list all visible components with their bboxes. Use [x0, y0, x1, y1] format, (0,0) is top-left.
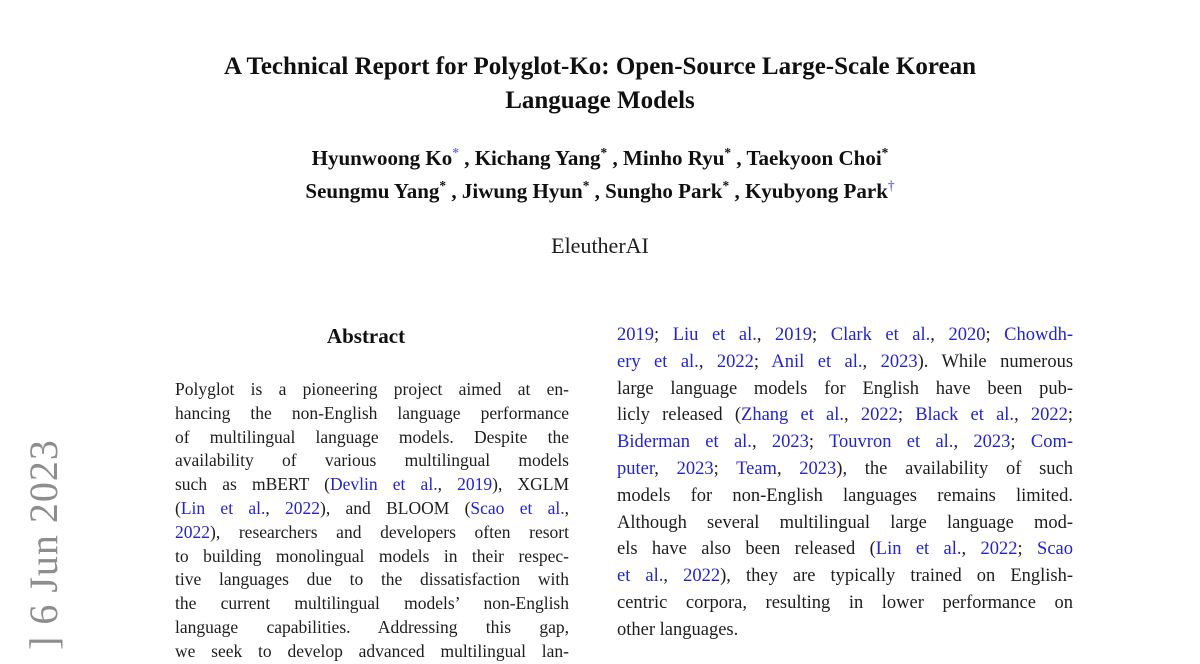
text-segment: of multilingual language models. Despite the [175, 426, 569, 447]
text-segment: , [776, 458, 800, 479]
text-segment: ; [753, 351, 772, 372]
text-segment: Although several multilingual large language mod- [617, 512, 1073, 533]
text-segment: * [881, 145, 889, 160]
citation-link[interactable]: 2023 [799, 458, 837, 479]
text-segment: ; [812, 325, 831, 345]
text-segment: Seungmu Yang [305, 179, 440, 203]
citation-link[interactable]: 2019 [457, 474, 493, 495]
citation-link[interactable]: 2020 [948, 325, 986, 345]
text-segment: centric corpora, resulting in lower performance on [617, 592, 1073, 613]
text-segment: ). While numerous [917, 351, 1074, 372]
text-segment: ; [713, 458, 737, 479]
citation-link[interactable]: 2022 [683, 566, 721, 587]
citation-link[interactable]: 2023 [973, 432, 1011, 453]
citation-link[interactable]: Devlin et al. [329, 474, 438, 495]
text-line [617, 376, 1073, 403]
citation-link[interactable]: 2022 [175, 521, 210, 542]
text-segment: , Jiwung Hyun [446, 179, 583, 203]
citation-link[interactable]: puter [617, 458, 655, 479]
text-segment: ), researchers and developers often resort [210, 521, 569, 542]
text-segment: to building monolingual models in their respec- [175, 545, 569, 566]
citation-link[interactable]: 2023 [880, 351, 918, 372]
citation-link[interactable]: Biderman et al. [617, 432, 752, 453]
citation-link[interactable]: 2022 [980, 539, 1018, 560]
text-segment: ; [897, 405, 916, 426]
text-line [617, 617, 1073, 644]
text-segment: , [654, 458, 677, 479]
text-segment: language capabilities. Addressing this gap, [175, 616, 569, 637]
text-segment: A Technical Report for Polyglot-Ko: Open-Source Large-Scale Korean [223, 53, 976, 80]
text-line [175, 521, 569, 545]
text-segment: , [844, 405, 861, 426]
text-segment: Polyglot is a pioneering project aimed at en- [175, 379, 569, 399]
citation-link[interactable]: Zhang et al. [741, 405, 845, 426]
text-line [0, 50, 1200, 84]
citation-link[interactable]: 2022 [285, 497, 321, 518]
text-line [175, 640, 569, 664]
citation-link[interactable]: Scao [1037, 539, 1074, 560]
text-segment: * [582, 178, 590, 193]
citation-link[interactable]: 2022 [1030, 405, 1068, 426]
text-segment: ( [175, 497, 181, 518]
text-line [617, 483, 1073, 510]
affiliation: EleutherAI [551, 233, 649, 258]
text-line [617, 536, 1073, 563]
citation-link[interactable]: Lin et al. [180, 497, 266, 518]
text-segment: the current multilingual models’ non-English [175, 593, 569, 614]
citation-link[interactable]: Lin et al. [875, 539, 962, 560]
citation-link[interactable]: ery et al. [617, 351, 699, 372]
abstract-body [175, 378, 569, 664]
text-line [175, 402, 569, 426]
text-segment: ), they are typically trained on English- [720, 566, 1074, 587]
text-line [617, 429, 1073, 456]
text-segment: , [1014, 405, 1031, 426]
text-segment: Language Models [505, 87, 695, 114]
text-segment: availability of various multilingual models [175, 450, 569, 471]
text-line [617, 563, 1073, 590]
text-line [617, 349, 1073, 376]
text-segment: , [663, 566, 684, 587]
text-line [617, 456, 1073, 483]
text-segment: , [564, 497, 570, 518]
citation-link[interactable]: Black et al. [915, 405, 1015, 426]
text-segment: ; [654, 325, 673, 345]
text-segment: , [265, 497, 286, 518]
paper-title [0, 50, 1200, 118]
text-line [175, 449, 569, 473]
citation-link[interactable]: Com- [1030, 432, 1073, 453]
text-segment: , [930, 325, 949, 345]
author-list [0, 142, 1200, 208]
text-segment: * [722, 178, 730, 193]
text-segment: Hyunwoong Ko [311, 146, 453, 170]
text-segment: we seek to develop advanced multilingual lan- [175, 640, 569, 661]
text-line [617, 402, 1073, 429]
text-segment: , Minho Ryu [607, 146, 725, 170]
text-line [0, 142, 1200, 175]
text-segment: , [756, 325, 776, 345]
text-segment: ), and BLOOM ( [320, 497, 471, 518]
text-segment: ), XGLM [492, 474, 570, 495]
text-line [175, 497, 569, 521]
text-segment: , [961, 539, 981, 560]
text-segment: , Kichang Yang [458, 146, 601, 170]
abstract-heading: Abstract [326, 324, 406, 348]
text-segment: , [862, 351, 881, 372]
text-line [617, 322, 1073, 349]
text-segment: , Taekyoon Choi [731, 146, 882, 170]
text-segment: models for non-English languages remains limited. [617, 485, 1073, 506]
citation-link[interactable]: Liu et al. [672, 325, 757, 345]
citation-link[interactable]: et al. [617, 566, 664, 587]
text-line [0, 84, 1200, 118]
text-segment: ; [808, 432, 830, 453]
text-segment: * [600, 145, 608, 160]
text-segment: ; [1010, 432, 1031, 453]
citation-link[interactable]: Scao et al. [470, 497, 565, 518]
citation-link[interactable]: 2019 [617, 325, 654, 345]
text-segment: ; [985, 325, 1005, 345]
text-segment: ; [1067, 405, 1074, 426]
text-segment: such as mBERT ( [175, 474, 330, 495]
citation-link[interactable]: Anil et al. [771, 351, 863, 372]
text-segment: ; [1017, 539, 1038, 560]
text-segment: , [751, 432, 772, 453]
text-line [175, 592, 569, 616]
text-line [175, 616, 569, 640]
text-segment: large language models for English have been pub- [617, 378, 1073, 399]
text-segment: other languages. [617, 619, 739, 640]
text-segment: , Kyubyong Park [729, 179, 888, 203]
text-line [175, 545, 569, 569]
text-line [617, 590, 1073, 617]
footnote-mark-link[interactable]: † [887, 178, 895, 193]
text-segment: , Sungho Park [589, 179, 723, 203]
citation-link[interactable]: 2019 [775, 325, 813, 345]
text-segment: hancing the non-English language performance [175, 402, 569, 423]
citation-link[interactable]: Touvron et al. [829, 432, 954, 453]
text-segment: * [724, 145, 732, 160]
citation-link[interactable]: 2023 [771, 432, 809, 453]
text-line [175, 568, 569, 592]
text-segment: ), the availability of such [836, 458, 1074, 479]
text-line [617, 510, 1073, 537]
citation-link[interactable]: 2023 [676, 458, 714, 479]
text-segment: els have also been released ( [617, 539, 876, 560]
text-segment: * [439, 178, 447, 193]
text-line [175, 473, 569, 497]
text-line [175, 378, 569, 402]
citation-link[interactable]: Team [736, 458, 777, 479]
text-segment: tive languages due to the dissatisfaction with [175, 569, 569, 590]
arxiv-watermark: ] 6 Jun 2023 [21, 439, 66, 650]
introduction-column [617, 322, 1073, 644]
text-segment: , [437, 474, 458, 495]
text-segment: licly released ( [617, 405, 742, 426]
footnote-mark-link[interactable]: * [452, 145, 459, 160]
text-segment: , [953, 432, 974, 453]
citation-link[interactable]: 2022 [716, 351, 754, 372]
text-segment: , [698, 351, 717, 372]
citation-link[interactable]: Clark et al. [830, 325, 931, 345]
citation-link[interactable]: Chowdh- [1004, 325, 1074, 345]
text-line [0, 175, 1200, 208]
text-line [175, 426, 569, 450]
citation-link[interactable]: 2022 [860, 405, 898, 426]
